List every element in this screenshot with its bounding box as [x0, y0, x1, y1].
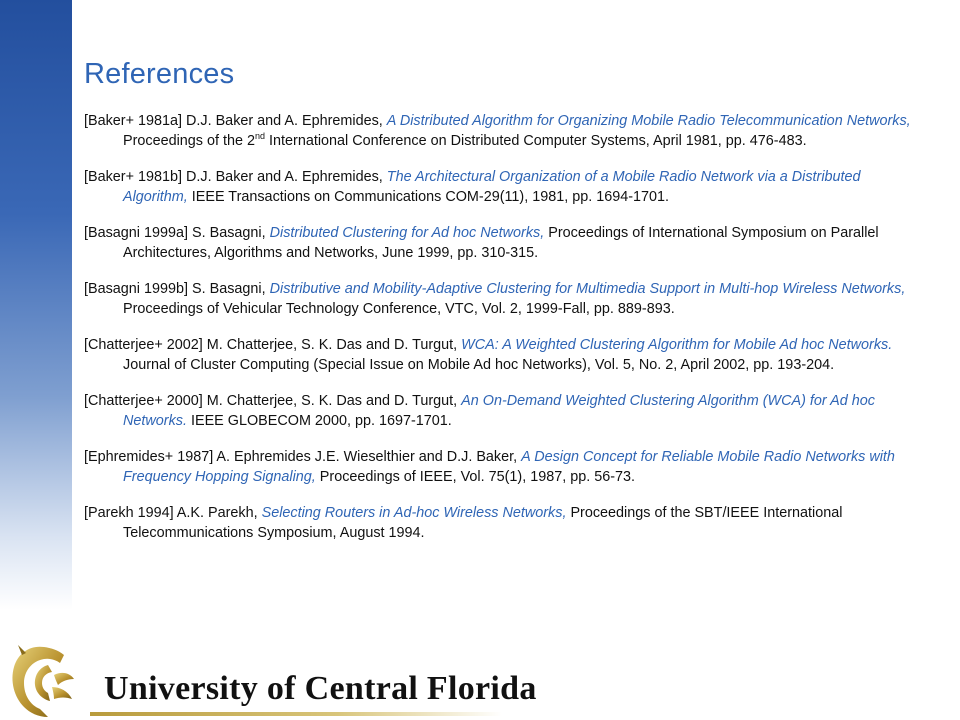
reference-details: IEEE GLOBECOM 2000, pp. 1697-1701.	[186, 413, 452, 429]
reference-details: Proceedings of International Symposium on Parallel Architectures, Algorithms and Networks, June 1999, pp. 310-315.	[123, 225, 879, 261]
reference-citation: [Parekh 1994] A.K. Parekh,	[84, 505, 262, 521]
reference-item	[84, 111, 914, 151]
reference-item	[84, 223, 914, 263]
reference-title: An On-Demand Weighted Clustering Algorithm (WCA) for Ad hoc Networks.	[123, 393, 875, 429]
reference-details: Journal of Cluster Computing (Special Issue on Mobile Ad hoc Networks), Vol. 5, No. 2, April 2002, pp. 193-204.	[123, 357, 835, 373]
reference-item	[84, 167, 914, 207]
reference-details: Proceedings of the SBT/IEEE International Telecommunications Symposium, August 1994.	[123, 505, 843, 541]
reference-list	[84, 111, 914, 559]
reference-citation: [Basagni 1999b] S. Basagni,	[84, 281, 270, 297]
reference-item	[84, 335, 914, 375]
reference-title: A Design Concept for Reliable Mobile Radio Networks with Frequency Hopping Signaling,	[123, 449, 895, 485]
reference-title: A Distributed Algorithm for Organizing Mobile Radio Telecommunication Networks,	[386, 113, 911, 129]
reference-citation: [Basagni 1999a] S. Basagni,	[84, 225, 270, 241]
slide-title: References	[84, 58, 235, 90]
reference-title: Distributed Clustering for Ad hoc Networks,	[269, 225, 545, 241]
reference-item	[84, 391, 914, 431]
university-name: University of Central Florida	[104, 670, 537, 707]
reference-title: Distributive and Mobility-Adaptive Clustering for Multimedia Support in Multi-hop Wireless Networks,	[269, 281, 906, 297]
reference-title: Selecting Routers in Ad-hoc Wireless Networks,	[261, 505, 567, 521]
reference-item	[84, 447, 914, 487]
reference-citation: [Chatterjee+ 2002] M. Chatterjee, S. K. Das and D. Turgut,	[84, 337, 462, 353]
reference-citation: [Ephremides+ 1987] A. Ephremides J.E. Wieselthier and D.J. Baker,	[84, 449, 522, 465]
left-accent-band	[0, 0, 72, 610]
reference-item	[84, 503, 914, 543]
reference-citation: [Baker+ 1981b] D.J. Baker and A. Ephremides,	[84, 169, 387, 185]
gold-underline	[90, 712, 502, 716]
reference-item	[84, 279, 914, 319]
pegasus-logo-icon	[4, 641, 78, 719]
reference-details: Proceedings of Vehicular Technology Conference, VTC, Vol. 2, 1999-Fall, pp. 889-893.	[123, 301, 675, 317]
reference-details: IEEE Transactions on Communications COM-29(11), 1981, pp. 1694-1701.	[187, 189, 670, 205]
reference-citation: [Chatterjee+ 2000] M. Chatterjee, S. K. Das and D. Turgut,	[84, 393, 462, 409]
university-logo	[0, 635, 537, 720]
superscript-ordinal: nd	[255, 131, 266, 141]
reference-citation: [Baker+ 1981a] D.J. Baker and A. Ephremides,	[84, 113, 387, 129]
reference-title: WCA: A Weighted Clustering Algorithm for Mobile Ad hoc Networks.	[461, 337, 893, 353]
reference-details-continued: International Conference on Distributed Computer Systems, April 1981, pp. 476-483.	[265, 133, 807, 149]
reference-title: The Architectural Organization of a Mobile Radio Network via a Distributed Algorithm,	[123, 169, 861, 205]
reference-details: Proceedings of IEEE, Vol. 75(1), 1987, pp. 56-73.	[315, 469, 636, 485]
reference-details: Proceedings of the 2	[123, 133, 256, 149]
